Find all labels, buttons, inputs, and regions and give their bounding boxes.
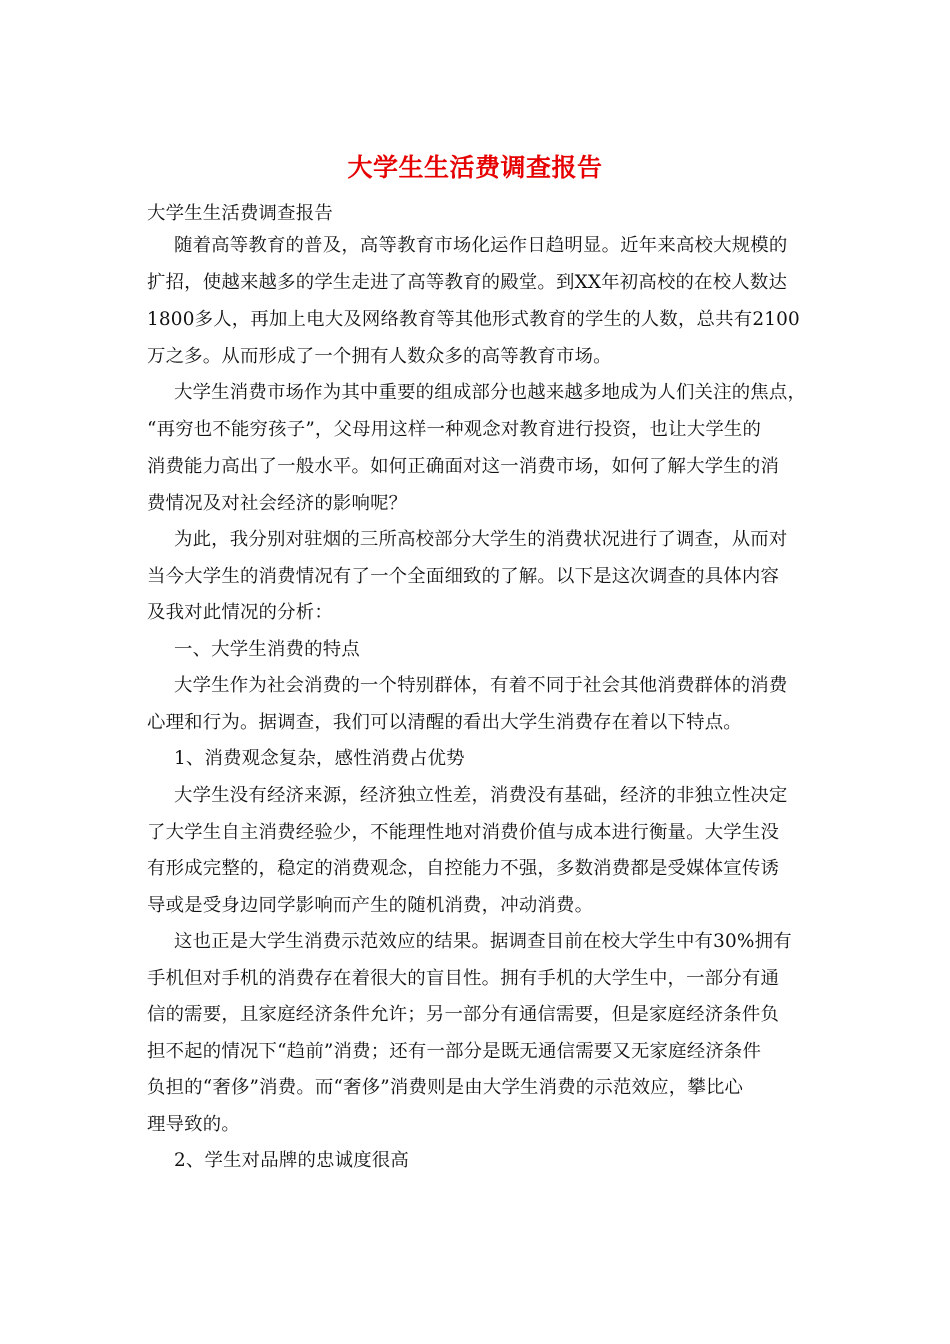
paragraph-line: 有形成完整的，稳定的消费观念，自控能力不强，多数消费都是受媒体宣传诱 (147, 858, 780, 879)
paragraph-line: 万之多。从而形成了一个拥有人数众多的高等教育市场。 (147, 346, 612, 367)
paragraph-line: 1800多人，再加上电大及网络教育等其他形式教育的学生的人数，总共有2100 (147, 309, 800, 330)
paragraph-line: 理导致的。 (147, 1114, 240, 1135)
paragraph-line: 大学生作为社会消费的一个特别群体，有着不同于社会其他消费群体的消费 (174, 675, 788, 696)
subsection-heading: 2、学生对品牌的忠诚度很高 (174, 1150, 409, 1171)
paragraph-line: 消费能力高出了一般水平。如何正确面对这一消费市场，如何了解大学生的消 (147, 456, 780, 477)
paragraph-line: 这也正是大学生消费示范效应的结果。据调查目前在校大学生中有30%拥有 (174, 931, 792, 952)
paragraph-line: 扩招，使越来越多的学生走进了高等教育的殿堂。到XX年初高校的在校人数达 (147, 272, 788, 293)
paragraph-line: 当今大学生的消费情况有了一个全面细致的了解。以下是这次调查的具体内容 (147, 566, 780, 587)
paragraph-line: 信的需要，且家庭经济条件允许；另一部分有通信需要，但是家庭经济条件负 (147, 1004, 780, 1025)
paragraph-line: 担不起的情况下“趋前”消费；还有一部分是既无通信需要又无家庭经济条件 (147, 1041, 762, 1062)
paragraph-line: 手机但对手机的消费存在着很大的盲目性。拥有手机的大学生中，一部分有通 (147, 968, 780, 989)
subsection-heading: 1、消费观念复杂，感性消费占优势 (174, 748, 465, 769)
paragraph-line: “再穷也不能穷孩子”，父母用这样一种观念对教育进行投资，也让大学生的 (147, 419, 762, 440)
paragraph-line: 随着高等教育的普及，高等教育市场化运作日趋明显。近年来高校大规模的 (174, 235, 788, 256)
paragraph-line: 及我对此情况的分析： (147, 602, 333, 623)
paragraph-line: 负担的“奢侈”消费。而“奢侈”消费则是由大学生消费的示范效应，攀比心 (147, 1077, 744, 1098)
paragraph-line: 大学生没有经济来源，经济独立性差，消费没有基础，经济的非独立性决定 (174, 785, 788, 806)
paragraph-line: 心理和行为。据调查，我们可以清醒的看出大学生消费存在着以下特点。 (147, 712, 742, 733)
subtitle-line: 大学生生活费调查报告 (147, 203, 333, 224)
paragraph-line: 为此，我分别对驻烟的三所高校部分大学生的消费状况进行了调查，从而对 (174, 529, 788, 550)
paragraph-line: 大学生消费市场作为其中重要的组成部分也越来越多地成为人们关注的焦点， (174, 382, 807, 403)
paragraph-line: 导或是受身边同学影响而产生的随机消费，冲动消费。 (147, 895, 594, 916)
document-title: 大学生生活费调查报告 (347, 153, 603, 182)
paragraph-line: 了大学生自主消费经验少，不能理性地对消费价值与成本进行衡量。大学生没 (147, 822, 780, 843)
paragraph-line: 费情况及对社会经济的影响呢？ (147, 493, 408, 514)
section-heading: 一、大学生消费的特点 (174, 639, 360, 660)
